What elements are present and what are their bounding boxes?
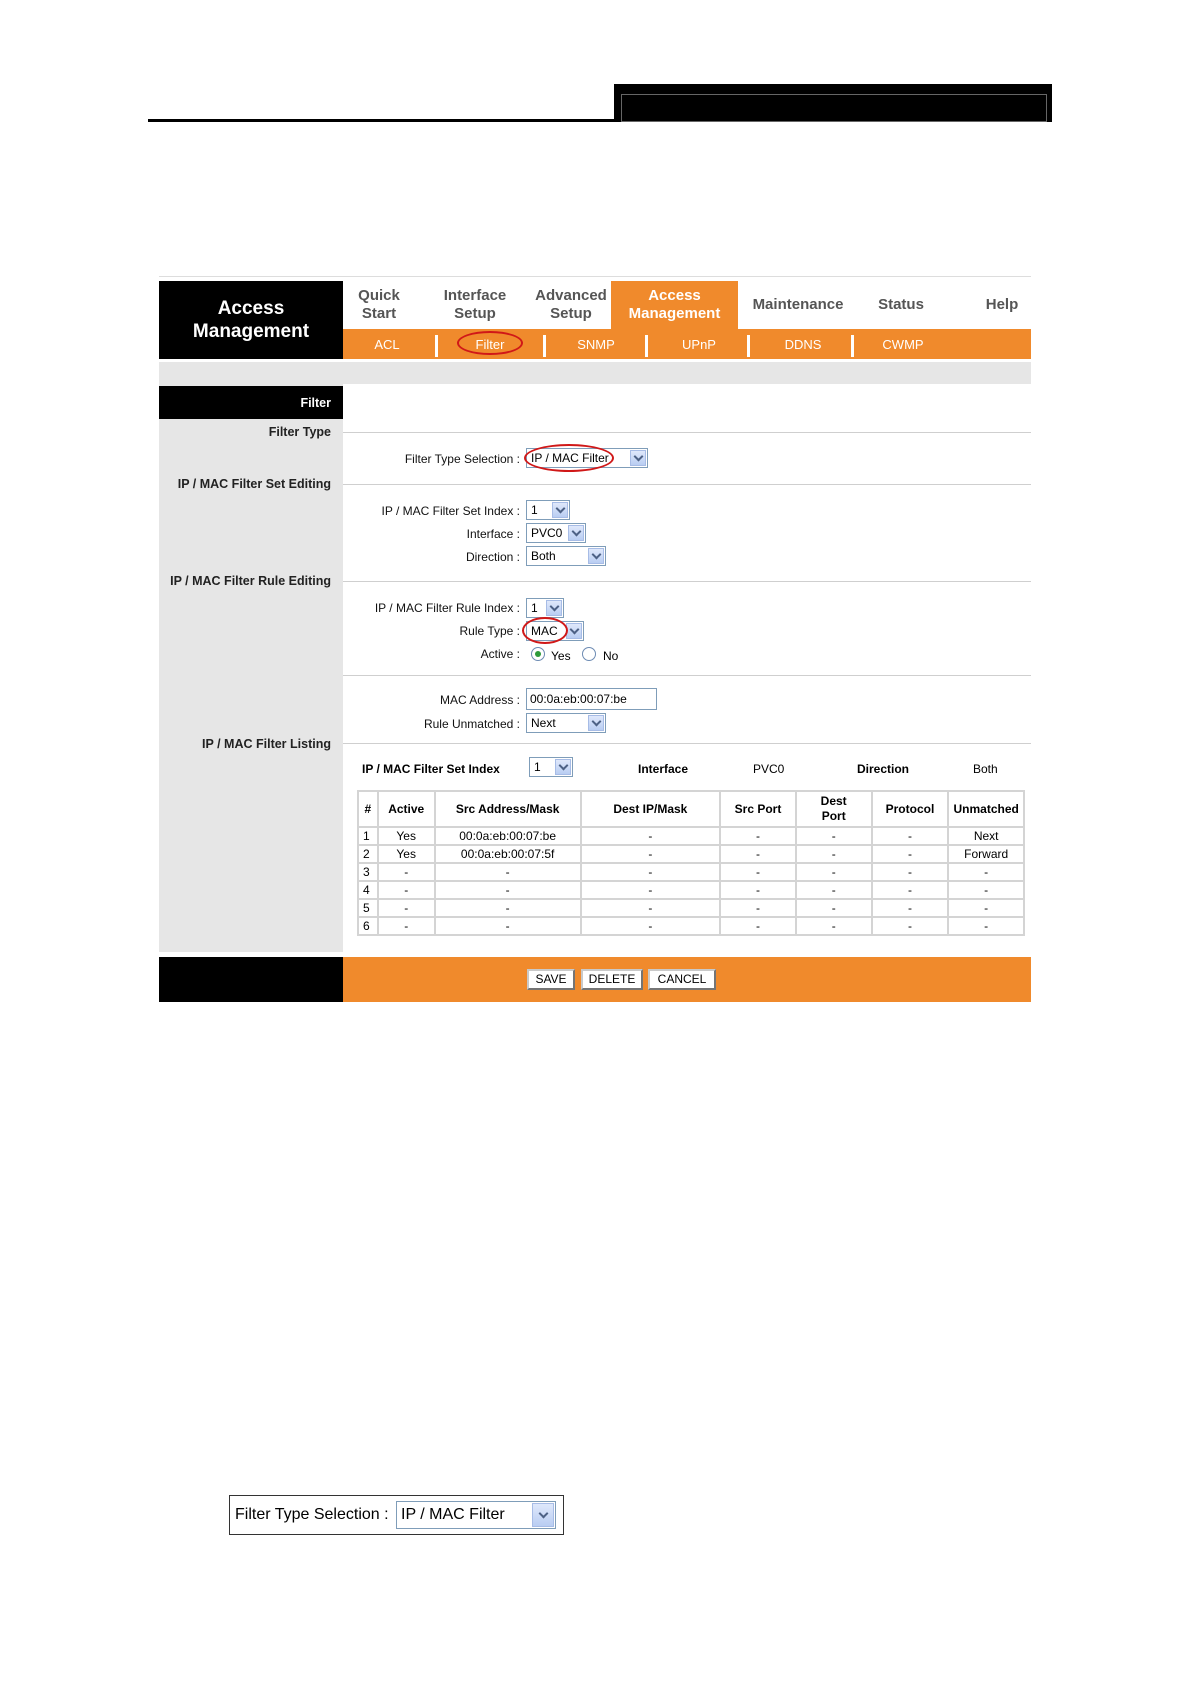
table-cell: - xyxy=(581,899,721,917)
select-value: 1 xyxy=(531,601,538,615)
subnav-label: Filter xyxy=(475,336,505,352)
table-cell: Yes xyxy=(378,827,435,845)
table-cell: - xyxy=(948,881,1024,899)
nav-help[interactable] xyxy=(973,281,1031,329)
brand-title: Access Management xyxy=(192,298,310,342)
table-cell: - xyxy=(720,845,796,863)
table-cell: 3 xyxy=(358,863,378,881)
col-header: Dest IP/Mask xyxy=(581,791,721,827)
select-value: IP / MAC Filter xyxy=(401,1506,505,1523)
table-cell: - xyxy=(796,845,872,863)
nav-advanced-setup[interactable] xyxy=(523,281,619,329)
select-value: Both xyxy=(531,549,556,563)
nav-label: Advanced Setup xyxy=(535,287,607,322)
subnav-label: UPnP xyxy=(682,336,716,352)
table-cell: - xyxy=(378,881,435,899)
rule-index-label: IP / MAC Filter Rule Index : xyxy=(374,601,520,615)
filter-listing-table xyxy=(357,790,1025,936)
filter-type-select[interactable] xyxy=(526,448,648,468)
set-index-label: IP / MAC Filter Set Index : xyxy=(381,504,520,518)
table-cell: Yes xyxy=(378,845,435,863)
table-row xyxy=(358,881,1024,899)
active-no-radio[interactable] xyxy=(582,647,596,661)
table-cell: 1 xyxy=(358,827,378,845)
subnav-acl[interactable] xyxy=(343,329,431,359)
active-label: Active : xyxy=(480,647,520,661)
nav-label: Quick Start xyxy=(358,287,400,322)
page-header-box-inner xyxy=(621,94,1047,122)
select-value: PVC0 xyxy=(531,526,563,540)
rule-unmatched-select[interactable] xyxy=(526,713,606,733)
table-row xyxy=(358,917,1024,935)
sub-navigation xyxy=(343,329,1031,359)
table-cell: 6 xyxy=(358,917,378,935)
nav-status[interactable] xyxy=(861,281,941,329)
table-cell: - xyxy=(720,863,796,881)
table-cell: - xyxy=(872,899,949,917)
col-header: Unmatched xyxy=(948,791,1024,827)
select-value: IP / MAC Filter xyxy=(531,451,609,465)
divider xyxy=(343,581,1031,582)
table-cell: - xyxy=(378,917,435,935)
table-cell: - xyxy=(581,863,721,881)
table-cell: - xyxy=(872,863,949,881)
section-title-set-editing: IP / MAC Filter Set Editing xyxy=(177,477,331,491)
table-row xyxy=(358,845,1024,863)
divider xyxy=(343,675,1031,676)
chevron-down-icon xyxy=(546,600,562,616)
mac-address-label: MAC Address : xyxy=(439,693,520,707)
table-cell: - xyxy=(581,845,721,863)
rule-type-select[interactable] xyxy=(526,621,584,641)
section-brand xyxy=(159,281,343,359)
rule-type-label: Rule Type : xyxy=(459,624,520,638)
table-cell: - xyxy=(948,899,1024,917)
direction-label: Direction : xyxy=(465,550,520,564)
table-header-row xyxy=(358,791,1024,827)
interface-select[interactable] xyxy=(526,523,586,543)
section-title-filter-type: Filter Type xyxy=(268,425,331,439)
table-cell: 4 xyxy=(358,881,378,899)
nav-label: Access Management xyxy=(628,287,721,322)
table-cell: - xyxy=(796,899,872,917)
subnav-separator xyxy=(435,335,438,357)
table-cell: 5 xyxy=(358,899,378,917)
chevron-down-icon xyxy=(588,548,604,564)
table-cell: - xyxy=(720,899,796,917)
table-cell: - xyxy=(581,827,721,845)
delete-button[interactable]: DELETE xyxy=(581,969,643,990)
table-cell: - xyxy=(796,881,872,899)
table-cell: - xyxy=(435,863,581,881)
table-cell: - xyxy=(720,827,796,845)
active-no-label: No xyxy=(603,649,619,663)
chevron-down-icon xyxy=(566,623,582,639)
direction-select[interactable] xyxy=(526,546,606,566)
nav-access-management[interactable] xyxy=(611,281,738,329)
select-value: 1 xyxy=(531,503,538,517)
table-cell: - xyxy=(796,863,872,881)
subnav-snmp[interactable] xyxy=(547,329,645,359)
table-cell: - xyxy=(796,827,872,845)
top-navigation xyxy=(343,281,1031,329)
active-yes-radio[interactable] xyxy=(531,647,545,661)
excerpt-filter-type-select[interactable] xyxy=(396,1501,556,1529)
table-cell: - xyxy=(872,917,949,935)
listing-direction-value: Both xyxy=(973,762,998,776)
set-index-select[interactable] xyxy=(526,500,570,520)
table-cell: - xyxy=(796,917,872,935)
table-cell: - xyxy=(581,881,721,899)
table-cell: - xyxy=(872,827,949,845)
col-header: Protocol xyxy=(872,791,949,827)
excerpt-label: Filter Type Selection : xyxy=(235,1506,389,1523)
section-title-listing: IP / MAC Filter Listing xyxy=(202,737,331,751)
header-spacer xyxy=(159,362,1031,384)
select-value: Next xyxy=(531,716,556,730)
listing-interface-value: PVC0 xyxy=(753,762,785,776)
active-yes-label: Yes xyxy=(551,649,571,663)
chevron-down-icon xyxy=(588,715,604,731)
nav-quick-start[interactable] xyxy=(349,281,409,329)
subnav-label: ACL xyxy=(374,336,400,352)
nav-label: Maintenance xyxy=(752,296,844,313)
chevron-down-icon xyxy=(555,759,571,775)
divider xyxy=(343,484,1031,485)
col-header: Src Address/Mask xyxy=(435,791,581,827)
listing-direction-label: Direction xyxy=(857,762,910,776)
listing-set-index-select[interactable] xyxy=(529,757,573,777)
divider xyxy=(343,743,1031,744)
table-cell: 00:0a:eb:00:07:5f xyxy=(435,845,581,863)
subnav-separator xyxy=(747,335,750,357)
nav-label: Status xyxy=(878,296,924,313)
chevron-down-icon xyxy=(532,1503,554,1527)
col-header: Dest Port xyxy=(796,791,872,827)
subnav-label: DDNS xyxy=(784,336,822,352)
table-cell: - xyxy=(948,917,1024,935)
listing-interface-label: Interface xyxy=(638,762,689,776)
subnav-label: CWMP xyxy=(882,336,924,352)
highlight-circle xyxy=(457,331,523,355)
select-value: MAC xyxy=(531,624,558,638)
left-sidebar xyxy=(159,384,343,952)
filter-type-label: Filter Type Selection : xyxy=(404,452,520,466)
nav-label: Interface Setup xyxy=(443,287,507,322)
table-cell: - xyxy=(872,845,949,863)
nav-label: Help xyxy=(985,296,1019,313)
table-row xyxy=(358,827,1024,845)
table-cell: 00:0a:eb:00:07:be xyxy=(435,827,581,845)
table-cell: 2 xyxy=(358,845,378,863)
nav-maintenance[interactable] xyxy=(743,281,853,329)
table-cell: - xyxy=(378,899,435,917)
divider xyxy=(343,432,1031,433)
subnav-separator xyxy=(645,335,648,357)
table-cell: - xyxy=(720,881,796,899)
cancel-button[interactable]: CANCEL xyxy=(648,969,716,990)
subnav-label: SNMP xyxy=(577,336,615,352)
table-cell: - xyxy=(948,863,1024,881)
col-header: Active xyxy=(378,791,435,827)
subnav-upnp[interactable] xyxy=(649,329,749,359)
table-cell: - xyxy=(435,899,581,917)
chevron-down-icon xyxy=(552,502,568,518)
table-cell: - xyxy=(720,917,796,935)
mac-address-input[interactable]: 00:0a:eb:00:07:be xyxy=(526,688,657,710)
table-cell: - xyxy=(435,917,581,935)
chevron-down-icon xyxy=(630,450,646,466)
table-cell: - xyxy=(872,881,949,899)
select-value: 1 xyxy=(534,760,541,774)
subnav-separator xyxy=(851,335,854,357)
col-header: Src Port xyxy=(720,791,796,827)
section-title-filter: Filter xyxy=(300,395,331,410)
nav-interface-setup[interactable] xyxy=(425,281,525,329)
subnav-cwmp[interactable] xyxy=(855,329,951,359)
chevron-down-icon xyxy=(568,525,584,541)
col-header: # xyxy=(358,791,378,827)
footer-left xyxy=(159,957,343,1002)
table-cell: - xyxy=(435,881,581,899)
section-title-rule-editing: IP / MAC Filter Rule Editing xyxy=(170,574,331,588)
table-row xyxy=(358,899,1024,917)
table-cell: - xyxy=(378,863,435,881)
rule-unmatched-label: Rule Unmatched : xyxy=(423,717,520,731)
table-row xyxy=(358,863,1024,881)
table-cell: Next xyxy=(948,827,1024,845)
rule-index-select[interactable] xyxy=(526,598,564,618)
listing-set-index-label: IP / MAC Filter Set Index xyxy=(362,762,500,776)
subnav-ddns[interactable] xyxy=(751,329,855,359)
save-button[interactable]: SAVE xyxy=(527,969,575,990)
interface-label: Interface : xyxy=(466,527,520,541)
subnav-separator xyxy=(543,335,546,357)
table-cell: Forward xyxy=(948,845,1024,863)
table-cell: - xyxy=(581,917,721,935)
